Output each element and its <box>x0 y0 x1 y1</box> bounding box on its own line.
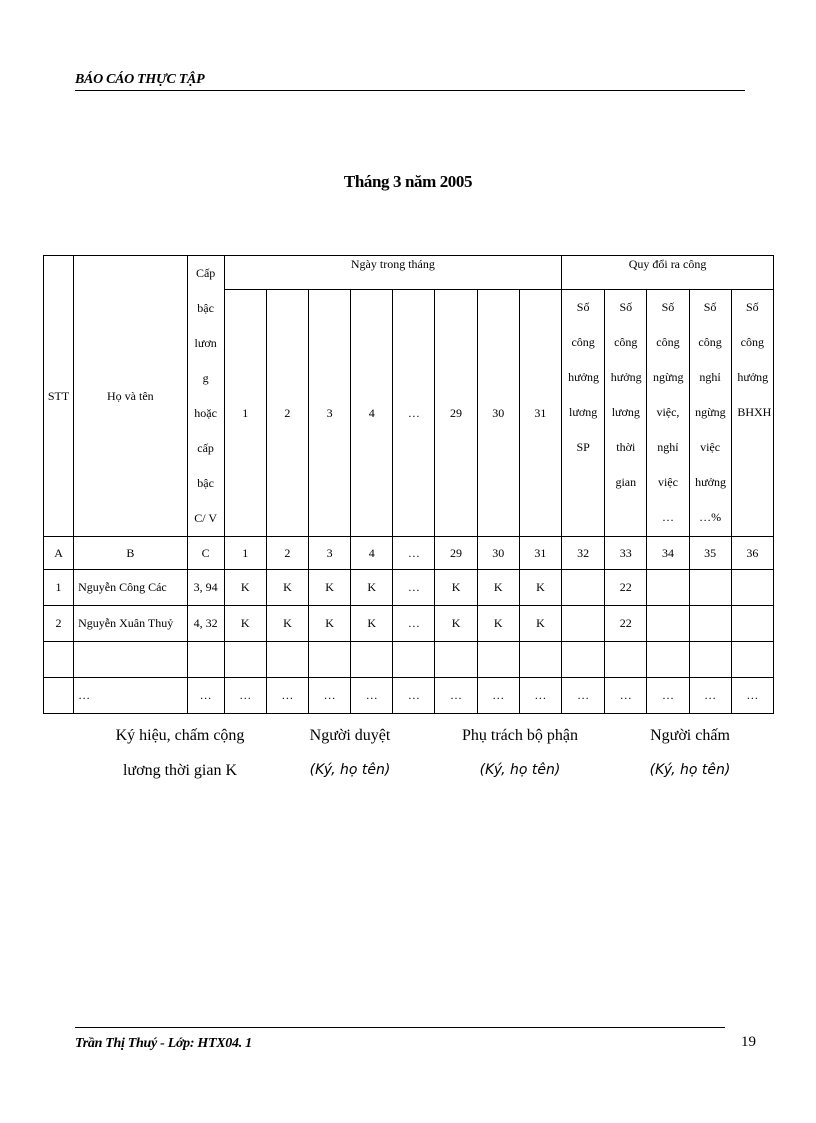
approver-block <box>285 718 415 788</box>
code-cell: 1 <box>224 537 266 570</box>
table-row <box>44 678 774 714</box>
header-days-group: Ngày trong tháng <box>224 256 561 290</box>
table-cell: 1 <box>44 570 74 606</box>
table-cell <box>689 606 731 642</box>
code-cell: 2 <box>266 537 308 570</box>
header-row-1 <box>44 256 774 290</box>
header-convert-text: Số công nghỉ ngừng việc hưởng …% <box>695 300 726 525</box>
code-cell: 30 <box>477 537 519 570</box>
table-cell: … <box>519 678 561 714</box>
header-convert-col <box>605 290 647 537</box>
table-cell <box>647 570 689 606</box>
table-cell <box>562 570 605 606</box>
name-cell: Nguyễn Công Các <box>74 570 187 606</box>
code-cell: 32 <box>562 537 605 570</box>
table-cell: K <box>477 570 519 606</box>
table-cell <box>351 642 393 678</box>
table-cell: 4, 32 <box>187 606 224 642</box>
table-cell <box>187 642 224 678</box>
approver-sign-hint: (Ký, họ tên) <box>309 762 391 778</box>
table-cell: … <box>224 678 266 714</box>
dept-head-label: Phụ trách bộ phận <box>462 727 578 744</box>
code-cell: A <box>44 537 74 570</box>
timekeeper-block <box>625 718 755 788</box>
table-cell: … <box>351 678 393 714</box>
code-cell: 34 <box>647 537 689 570</box>
table-cell: K <box>266 606 308 642</box>
header-day: 2 <box>266 290 308 537</box>
header-convert-text: Số công hưởng lương thời gian <box>610 300 642 490</box>
table-cell <box>44 678 74 714</box>
timekeeper-label: Người chấm <box>650 727 730 744</box>
header-day: 4 <box>351 290 393 537</box>
name-cell: Nguyễn Xuân Thuỷ <box>74 606 187 642</box>
code-cell: … <box>393 537 435 570</box>
timesheet-table <box>43 255 774 714</box>
code-cell: 29 <box>435 537 477 570</box>
table-cell: … <box>309 678 351 714</box>
footer-author: Trần Thị Thuý - Lớp: HTX04. 1 <box>75 1036 252 1051</box>
header-day: 3 <box>309 290 351 537</box>
table-cell: … <box>393 606 435 642</box>
header-convert-col <box>731 290 773 537</box>
header-grade <box>187 256 224 537</box>
table-cell: … <box>562 678 605 714</box>
table-cell <box>731 570 773 606</box>
header-day: 29 <box>435 290 477 537</box>
table-cell <box>562 606 605 642</box>
table-cell: K <box>519 606 561 642</box>
code-cell: C <box>187 537 224 570</box>
page-number: 19 <box>741 1034 756 1050</box>
table-row <box>44 570 774 606</box>
table-cell <box>605 642 647 678</box>
table-cell <box>731 642 773 678</box>
name-cell: … <box>74 678 187 714</box>
legend-line-1: Ký hiệu, chấm cộng <box>115 727 245 744</box>
page-header: BÁO CÁO THỰC TẬP <box>75 72 745 91</box>
table-cell: 22 <box>605 570 647 606</box>
table-cell <box>647 642 689 678</box>
table-cell: K <box>224 606 266 642</box>
code-cell: 31 <box>519 537 561 570</box>
table-cell: K <box>224 570 266 606</box>
table-cell: K <box>435 606 477 642</box>
table-cell: … <box>731 678 773 714</box>
code-cell: B <box>74 537 187 570</box>
table-cell: K <box>309 606 351 642</box>
dept-head-sign-hint: (Ký, họ tên) <box>479 762 561 778</box>
table-cell: … <box>477 678 519 714</box>
table-cell: K <box>309 570 351 606</box>
table-cell <box>224 642 266 678</box>
header-convert-text: Số công hưởng lương SP <box>568 300 599 455</box>
timekeeper-sign-hint: (Ký, họ tên) <box>649 762 731 778</box>
table-cell: K <box>477 606 519 642</box>
table-cell <box>562 642 605 678</box>
table-cell: … <box>435 678 477 714</box>
header-day: 1 <box>224 290 266 537</box>
code-cell: 4 <box>351 537 393 570</box>
header-stt: STT <box>44 256 74 537</box>
code-cell: 35 <box>689 537 731 570</box>
table-cell: … <box>647 678 689 714</box>
header-convert-col <box>562 290 605 537</box>
code-cell: 33 <box>605 537 647 570</box>
header-name: Họ và tên <box>74 256 187 537</box>
table-cell <box>689 570 731 606</box>
table-cell: K <box>435 570 477 606</box>
header-convert-group: Quy đổi ra công <box>562 256 774 290</box>
legend-block <box>105 718 255 788</box>
document-title: Tháng 3 năm 2005 <box>343 172 473 191</box>
table-cell: … <box>187 678 224 714</box>
name-cell <box>74 642 187 678</box>
header-convert-col <box>647 290 689 537</box>
table-cell: 22 <box>605 606 647 642</box>
table-row <box>44 606 774 642</box>
header-day: 30 <box>477 290 519 537</box>
table-cell: K <box>266 570 308 606</box>
approver-label: Người duyệt <box>309 727 391 744</box>
header-grade-text: Cấp bậc lương hoặc cấp bậc C/ V <box>194 266 217 525</box>
code-cell: 3 <box>309 537 351 570</box>
table-cell <box>519 642 561 678</box>
table-cell: … <box>266 678 308 714</box>
header-day: 31 <box>519 290 561 537</box>
table-cell <box>477 642 519 678</box>
table-cell: … <box>393 570 435 606</box>
table-cell <box>435 642 477 678</box>
table-cell: K <box>351 606 393 642</box>
table-cell: … <box>689 678 731 714</box>
table-row <box>44 642 774 678</box>
table-cell <box>647 606 689 642</box>
table-cell <box>266 642 308 678</box>
header-day: … <box>393 290 435 537</box>
table-cell: K <box>519 570 561 606</box>
table-cell: 3, 94 <box>187 570 224 606</box>
table-cell <box>393 642 435 678</box>
code-row <box>44 537 774 570</box>
table-cell: … <box>605 678 647 714</box>
footer-rule <box>75 1027 725 1028</box>
legend-line-2: lương thời gian K <box>122 762 238 779</box>
dept-head-block <box>445 718 595 788</box>
table-cell <box>309 642 351 678</box>
table-cell: K <box>351 570 393 606</box>
code-cell: 36 <box>731 537 773 570</box>
table-cell <box>689 642 731 678</box>
header-convert-col <box>689 290 731 537</box>
table-cell: … <box>393 678 435 714</box>
header-convert-text: Số công hưởng BHXH <box>737 300 772 420</box>
table-cell <box>44 642 74 678</box>
table-cell <box>731 606 773 642</box>
header-convert-text: Số công ngừng việc, nghỉ việc … <box>652 300 684 525</box>
table-cell: 2 <box>44 606 74 642</box>
